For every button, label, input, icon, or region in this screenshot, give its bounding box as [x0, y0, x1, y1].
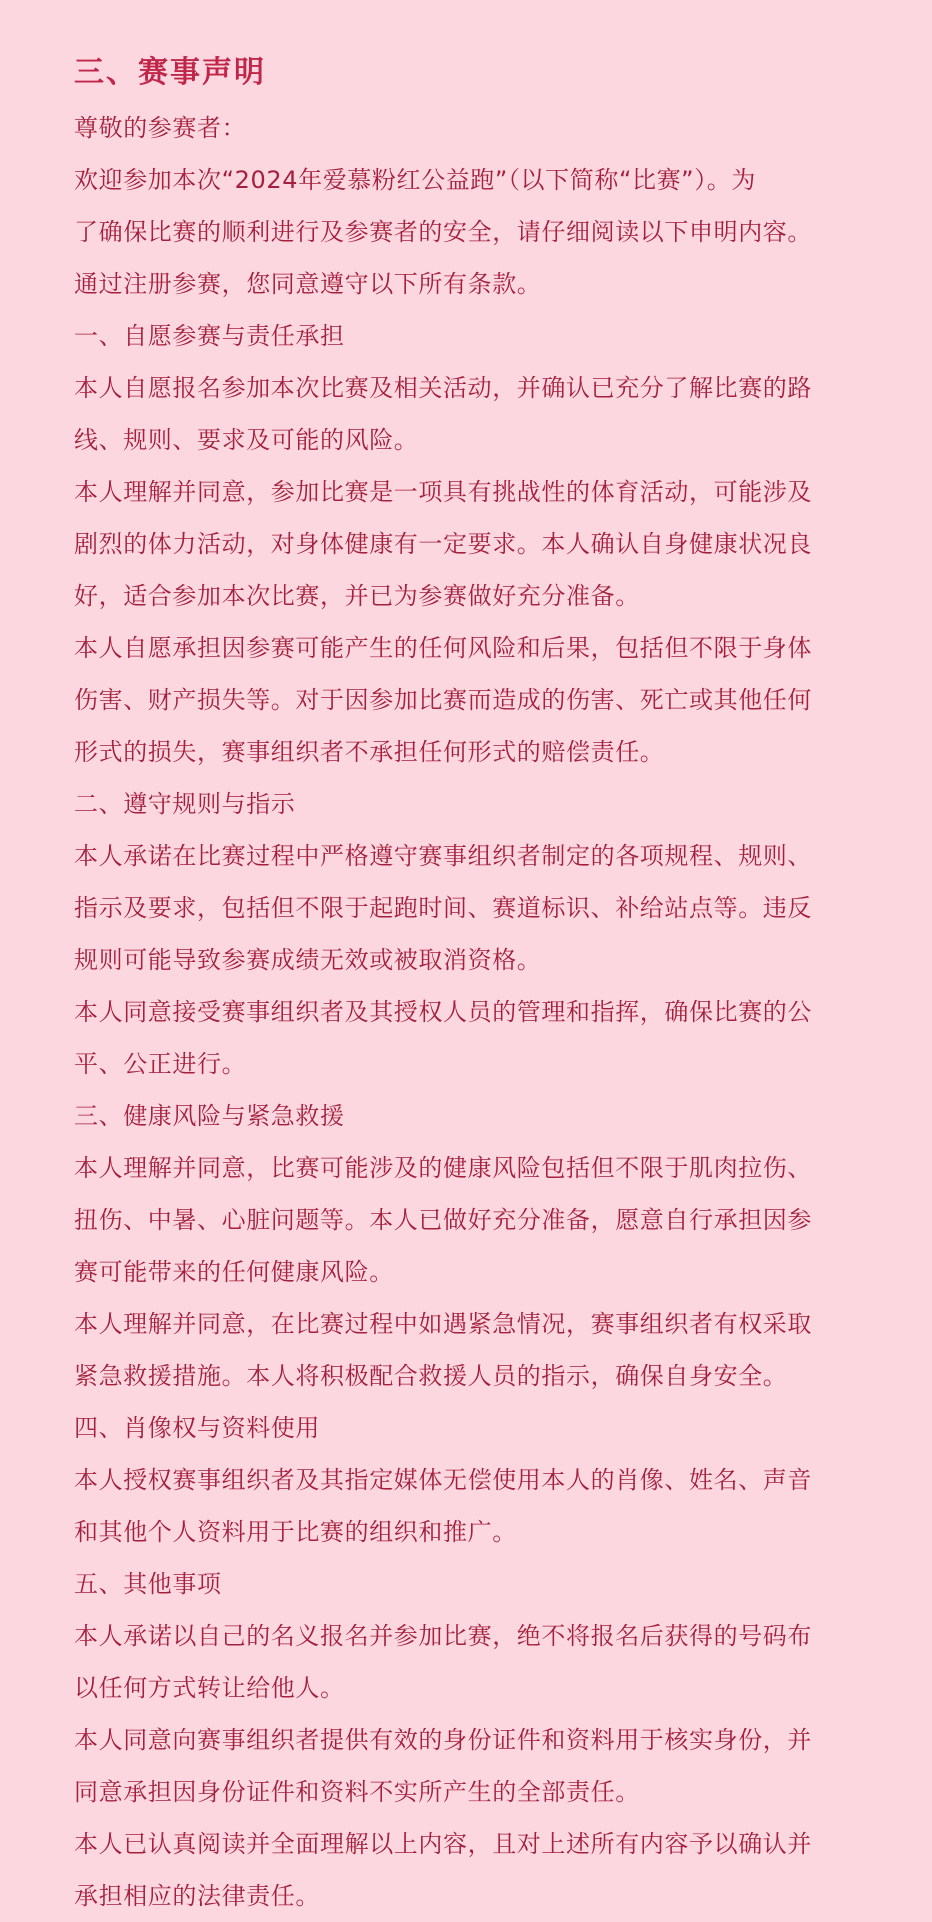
- paragraph-line: 本人自愿承担因参赛可能产生的任何风险和后果，包括但不限于身体: [74, 634, 812, 662]
- intro-line: 通过注册参赛，您同意遵守以下所有条款。: [74, 270, 542, 298]
- section-heading-portrait: 四、肖像权与资料使用: [74, 1414, 320, 1442]
- paragraph-line: 好，适合参加本次比赛，并已为参赛做好充分准备。: [74, 582, 640, 610]
- paragraph-line: 本人同意接受赛事组织者及其授权人员的管理和指挥，确保比赛的公: [74, 998, 812, 1026]
- paragraph-line: 本人同意向赛事组织者提供有效的身份证件和资料用于核实身份，并: [74, 1726, 812, 1754]
- paragraph-line: 指示及要求，包括但不限于起跑时间、赛道标识、补给站点等。违反: [74, 894, 812, 922]
- section-heading-rules: 二、遵守规则与指示: [74, 790, 296, 818]
- intro-line: 了确保比赛的顺利进行及参赛者的安全，请仔细阅读以下申明内容。: [74, 218, 812, 246]
- paragraph-line: 承担相应的法律责任。: [74, 1882, 320, 1910]
- section-heading-other: 五、其他事项: [74, 1570, 222, 1598]
- greeting: 尊敬的参赛者：: [74, 114, 247, 142]
- paragraph-line: 伤害、财产损失等。对于因参加比赛而造成的伤害、死亡或其他任何: [74, 686, 812, 714]
- paragraph-line: 扭伤、中暑、心脏问题等。本人已做好充分准备，愿意自行承担因参: [74, 1206, 812, 1234]
- paragraph-line: 规则可能导致参赛成绩无效或被取消资格。: [74, 946, 542, 974]
- paragraph-line: 以任何方式转让给他人。: [74, 1674, 345, 1702]
- paragraph-line: 本人已认真阅读并全面理解以上内容，且对上述所有内容予以确认并: [74, 1830, 812, 1858]
- paragraph-line: 剧烈的体力活动，对身体健康有一定要求。本人确认自身健康状况良: [74, 530, 812, 558]
- paragraph-line: 平、公正进行。: [74, 1050, 247, 1078]
- paragraph-line: 和其他个人资料用于比赛的组织和推广。: [74, 1518, 517, 1546]
- paragraph-line: 本人授权赛事组织者及其指定媒体无偿使用本人的肖像、姓名、声音: [74, 1466, 812, 1494]
- paragraph-line: 本人理解并同意，在比赛过程中如遇紧急情况，赛事组织者有权采取: [74, 1310, 812, 1338]
- section-heading-health: 三、健康风险与紧急救援: [74, 1102, 345, 1130]
- section-heading-voluntary: 一、自愿参赛与责任承担: [74, 322, 345, 350]
- paragraph-line: 本人承诺在比赛过程中严格遵守赛事组织者制定的各项规程、规则、: [74, 842, 812, 870]
- paragraph-line: 本人理解并同意，比赛可能涉及的健康风险包括但不限于肌肉拉伤、: [74, 1154, 812, 1182]
- paragraph-line: 线、规则、要求及可能的风险。: [74, 426, 419, 454]
- page-title: 三、赛事声明: [74, 55, 266, 90]
- paragraph-line: 紧急救援措施。本人将积极配合救援人员的指示，确保自身安全。: [74, 1362, 788, 1390]
- paragraph-line: 同意承担因身份证件和资料不实所产生的全部责任。: [74, 1778, 640, 1806]
- paragraph-line: 形式的损失，赛事组织者不承担任何形式的赔偿责任。: [74, 738, 665, 766]
- intro-line: 欢迎参加本次“2024年爱慕粉红公益跑”（以下简称“比赛”）。为: [74, 166, 757, 194]
- paragraph-line: 赛可能带来的任何健康风险。: [74, 1258, 394, 1286]
- paragraph-line: 本人承诺以自己的名义报名并参加比赛，绝不将报名后获得的号码布: [74, 1622, 812, 1650]
- paragraph-line: 本人自愿报名参加本次比赛及相关活动，并确认已充分了解比赛的路: [74, 374, 812, 402]
- paragraph-line: 本人理解并同意，参加比赛是一项具有挑战性的体育活动，可能涉及: [74, 478, 812, 506]
